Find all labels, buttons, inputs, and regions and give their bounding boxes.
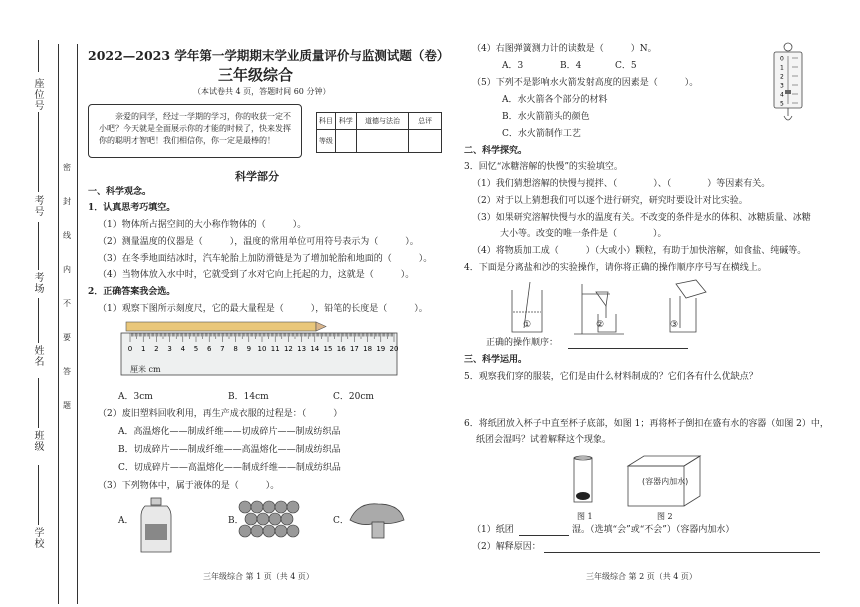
q3-heading: 3．回忆“冰糖溶解的快慢”的实验填空。	[464, 162, 623, 172]
section-2-heading: 二、科学探究。	[464, 146, 528, 156]
spring-scale-tick-label: 5	[780, 100, 784, 108]
q2-4-text: （4）右图弹簧测力计的读数是（ ）N。	[472, 44, 657, 54]
seal-char: 封	[63, 197, 71, 206]
page-footer-1: 三年级综合 第 1 页（共 4 页）	[203, 572, 314, 581]
score-header: 总评	[418, 117, 433, 125]
name-field[interactable]	[38, 298, 39, 343]
pencil-body	[126, 322, 316, 331]
ruler-tick-label: 9	[246, 345, 252, 353]
room-label: 考场	[32, 272, 43, 294]
ruler-tick-label: 10	[257, 345, 267, 353]
score-cell-science[interactable]	[336, 130, 357, 152]
section-title: 科学部分	[235, 170, 279, 183]
q2-2-option-b[interactable]: B．切成碎片——制成纤维——高温熔化——制成纺织品	[118, 445, 341, 455]
oil-bottle-image	[137, 496, 175, 556]
ruler-tick-label: 17	[349, 345, 359, 353]
q6-figures	[564, 452, 714, 510]
q3-item: 大小等。改变的唯一条件是（ ）。	[500, 229, 667, 239]
binding-line	[58, 44, 59, 604]
page-footer-2: 三年级综合 第 2 页（共 4 页）	[586, 572, 697, 581]
seal-char: 不	[63, 299, 71, 308]
q5-answer-area[interactable]	[464, 386, 824, 414]
ruler-tick-label: 13	[297, 345, 307, 353]
q1-item: （1）物体所占据空间的大小称作物体的（ ）。	[98, 220, 307, 230]
figure-label-2: ②	[596, 320, 605, 330]
room-field[interactable]	[38, 222, 39, 270]
q2-3-option-a[interactable]: A．	[118, 516, 134, 526]
q2-1-text: （1）观察下图所示刻度尺，它的最大量程是（ ），铅笔的长度是（ ）。	[98, 304, 428, 314]
experiment-figures	[500, 278, 720, 338]
figure-label-1: ①	[523, 320, 532, 330]
seal-char: 答	[63, 367, 71, 376]
exam-subtitle: 三年级综合	[218, 66, 294, 84]
q2-5-option-b[interactable]: B．水火箭箭头的颜色	[502, 112, 590, 122]
q2-4-option-a[interactable]: A．3	[502, 61, 524, 71]
seal-char: 要	[63, 333, 71, 342]
spring-scale-tick-label: 3	[780, 82, 784, 90]
figure-label-3: ③	[670, 320, 679, 330]
q2-2-option-a[interactable]: A．高温熔化——制成纤维——切成碎片——制成纺织品	[118, 427, 341, 437]
section-3-heading: 三、科学运用。	[464, 355, 528, 365]
q2-1-option-c[interactable]: C．20cm	[333, 392, 374, 402]
score-row-label: 等级	[317, 130, 336, 152]
q6-1-answer-field[interactable]	[519, 535, 569, 536]
figure-1-caption: 图 1	[577, 512, 593, 521]
q2-2-option-c[interactable]: C．切成碎片——高温熔化——制成纤维——制成纺织品	[118, 463, 341, 473]
q2-1-option-b[interactable]: B．14cm	[228, 392, 269, 402]
seal-char: 线	[63, 231, 71, 240]
ruler-tick-label: 15	[323, 345, 333, 353]
class-field[interactable]	[38, 378, 39, 428]
ruler-tick-label: 3	[167, 345, 172, 353]
q2-3-option-b[interactable]: B．	[228, 516, 244, 526]
q6-text-cont: 纸团会湿吗？试着解释这个现象。	[476, 435, 612, 445]
steel-balls-image	[238, 500, 302, 542]
spring-scale-figure	[766, 42, 810, 124]
spring-scale-tick-label: 4	[780, 91, 784, 99]
ruler-tick-label: 5	[193, 345, 199, 353]
q6-text: 6．将纸团放入杯子中直至杯子底部，如图 1；再将杯子倒扣在盛有水的容器（如图 2）中，	[464, 419, 829, 429]
container-label: (容器内加水)	[642, 477, 689, 486]
q3-item: （1）我们猜想溶解的快慢与搅拌、（ ）、（ ）等因素有关。	[472, 179, 771, 189]
spring-scale-tick-label: 1	[780, 64, 784, 72]
q6-1-label: （1）纸团	[472, 525, 514, 535]
q1-item: （4）当物体放入水中时，它就受到了水对它向上托起的力，这就是（ ）。	[98, 270, 415, 280]
spring-scale-tick-label: 2	[780, 73, 784, 81]
q3-item: （3）如果研究溶解快慢与水的温度有关。不改变的条件是水的体积、冰糖质量、冰糖	[472, 213, 811, 223]
q4-heading: 4．下面是分离盐和沙的实验操作，请你将正确的操作顺序序号写在横线上。	[464, 263, 767, 273]
q3-item: （2）对于以上猜想我们可以逐个进行研究，研究时要设计对比实验。	[472, 196, 748, 206]
q1-item: （2）测量温度的仪器是（ ），温度的常用单位可用符号表示为（ ）。	[98, 237, 419, 247]
ruler-tick-label: 4	[180, 345, 186, 353]
q2-2-text: （2）废旧塑料回收利用，再生产成衣服的过程是：（ ）	[98, 409, 343, 419]
mushroom-image	[348, 500, 406, 540]
school-label: 学校	[32, 527, 43, 549]
q1-item: （3）在冬季地面结冰时，汽车轮胎上加防滑链是为了增加轮胎和地面的（ ）。	[98, 254, 433, 264]
score-header: 道德与法治	[357, 113, 410, 129]
q5-text: 5．观察我们穿的服装，它们是由什么材料制成的？它们各有什么优缺点？	[464, 372, 758, 382]
spring-scale-tick-label: 0	[780, 55, 784, 63]
ruler-tick-label: 16	[336, 345, 346, 353]
q2-4-option-c[interactable]: C．5	[615, 61, 637, 71]
ruler-tick-label: 19	[376, 345, 386, 353]
q2-1-option-a[interactable]: A．3cm	[118, 392, 153, 402]
seal-char: 密	[63, 163, 71, 172]
q6-2-label: （2）解释原因：	[472, 542, 541, 552]
greeting-text: 亲爱的同学，经过一学期的学习，你的收获一定不小吧？今天就是全面展示你的才能的时候了，快来发挥你的聪明才智吧！我们相信你，你一定是最棒的！	[99, 112, 291, 145]
q2-4-option-b[interactable]: B．4	[560, 61, 582, 71]
greeting-box	[88, 104, 302, 158]
q2-3-option-c[interactable]: C．	[333, 516, 349, 526]
score-header: 科目	[317, 113, 336, 129]
q4-answer-label: 正确的操作顺序：	[486, 338, 559, 348]
class-label: 班级	[32, 430, 43, 452]
q1-heading: 1．认真思考巧填空。	[88, 203, 176, 213]
exam-title: 2022—2023 学年第一学期期末学业质量评价与监测试题（卷）	[88, 48, 450, 63]
q2-5-text: （5）下列不是影响水火箭发射高度的因素是（ ）。	[472, 78, 699, 88]
score-cell-total[interactable]	[409, 130, 441, 152]
ruler-figure	[120, 318, 402, 378]
q3-item: （4）将物质加工成（ ）（大或小）颗粒，有助于加快溶解，如食盐、纯碱等。	[472, 246, 807, 256]
ruler-tick-label: 0	[127, 345, 133, 353]
ruler-tick-label: 14	[310, 345, 320, 353]
pencil-tip	[316, 322, 326, 331]
score-cell-morality[interactable]	[357, 130, 410, 152]
ruler-body	[121, 333, 397, 375]
seat-label: 座位号	[32, 78, 43, 111]
seat-field[interactable]	[38, 40, 39, 72]
ruler-tick-label: 6	[206, 345, 212, 353]
ruler-tick-label: 1	[140, 345, 146, 353]
school-field[interactable]	[38, 465, 39, 525]
binding-line-dashed	[77, 44, 78, 604]
exam-no-field[interactable]	[38, 112, 39, 192]
exam-no-label: 考号	[32, 195, 43, 217]
section-1-heading: 一、科学观念。	[88, 187, 152, 197]
q2-heading: 2．正确答案我会选。	[88, 287, 176, 297]
ruler-tick-label: 11	[270, 345, 280, 353]
cup-figure	[574, 456, 592, 502]
ruler-tick-label: 12	[283, 345, 293, 353]
figure-2-caption: 图 2	[657, 512, 673, 521]
q4-answer-field[interactable]	[568, 348, 688, 349]
score-table	[316, 112, 442, 153]
ruler-tick-label: 20	[389, 345, 399, 353]
name-label: 姓名	[32, 345, 43, 367]
ruler-tick-label: 8	[233, 345, 238, 353]
ruler-tick-label: 18	[363, 345, 373, 353]
score-header: 科学	[336, 113, 357, 129]
seal-char: 内	[63, 265, 71, 274]
ruler-unit: 厘米 cm	[130, 365, 161, 374]
q2-5-option-a[interactable]: A．水火箭各个部分的材料	[502, 95, 608, 105]
q2-5-option-c[interactable]: C．水火箭制作工艺	[502, 129, 581, 139]
ruler-tick-label: 2	[154, 345, 159, 353]
ruler-tick-label: 7	[220, 345, 225, 353]
q6-2-answer-field[interactable]	[544, 552, 820, 553]
q6-1-hint: 湿。（选填“会”或“不会”）（容器内加水）	[572, 525, 735, 535]
seal-char: 题	[63, 401, 71, 410]
q2-3-text: （3）下列物体中，属于液体的是（ ）。	[98, 481, 280, 491]
exam-note: （本试卷共 4 页，答题时间 60 分钟）	[193, 87, 331, 96]
